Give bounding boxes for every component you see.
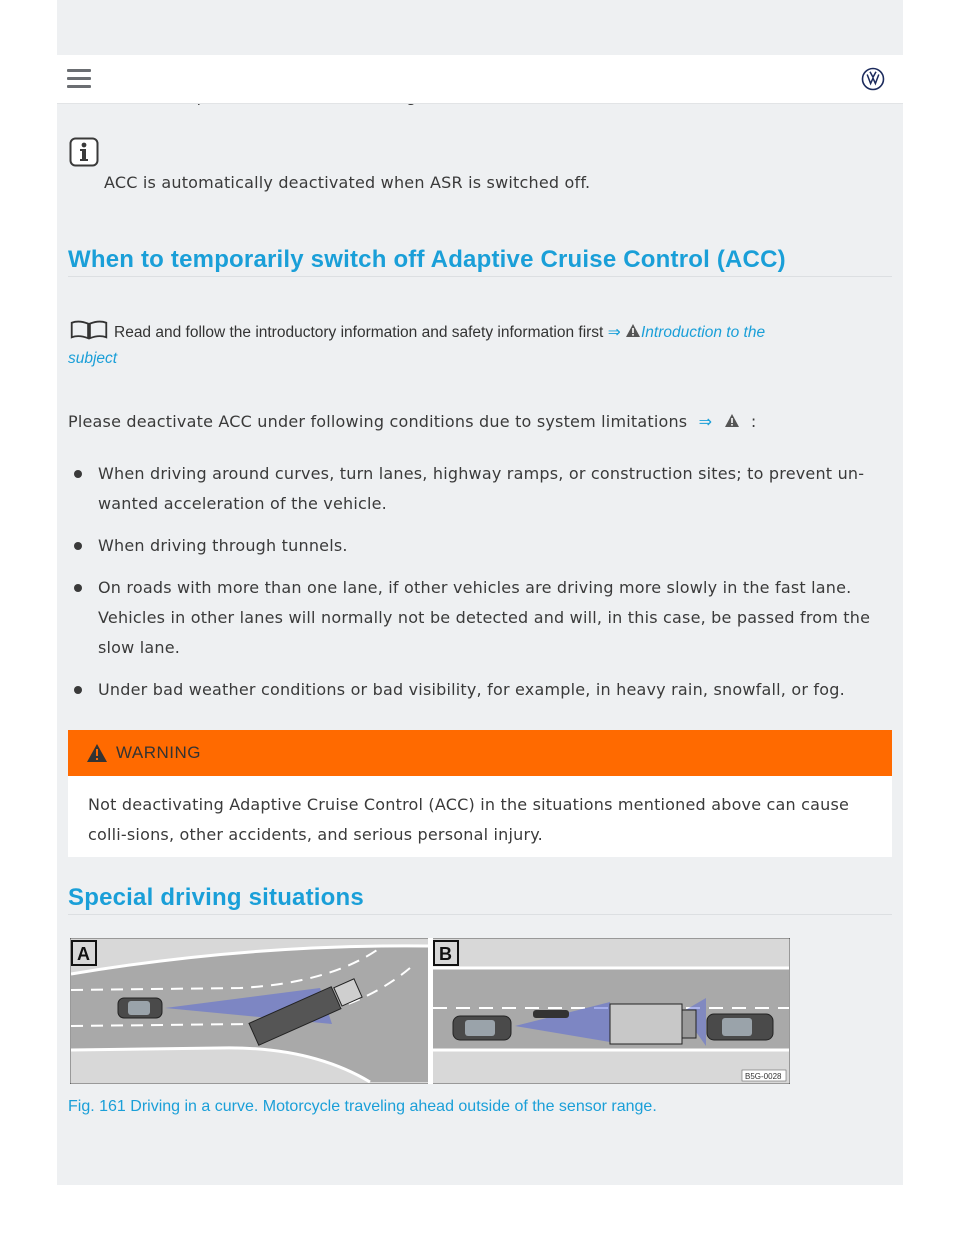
- link-arrow: ⇒: [607, 324, 621, 341]
- warning-triangle-icon[interactable]: [724, 413, 740, 428]
- warning-triangle-icon: [625, 323, 641, 338]
- list-item: Under bad weather conditions or bad visibility, for example, in heavy rain, snowfall, or fog.: [68, 675, 878, 705]
- read-first-notice: [68, 320, 888, 372]
- warning-text: Not deactivating Adaptive Cruise Control (ACC) in the situations mentioned above can cause colli-sions, other accidents, and serious personal injury.: [88, 795, 850, 844]
- figure-label-b: B: [439, 944, 452, 964]
- read-first-text: Read and follow the introductory information and safety information first: [114, 324, 604, 341]
- top-bar: [57, 55, 903, 104]
- section-divider: [68, 914, 892, 915]
- menu-icon[interactable]: [67, 69, 91, 89]
- list-item: On roads with more than one lane, if other vehicles are driving more slowly in the fast lane. Vehicles in other lanes will normally not be detected and will, in this case, be passed from the slow lane.: [68, 573, 878, 663]
- vw-logo-icon[interactable]: [861, 67, 885, 91]
- conditions-list: [68, 459, 878, 717]
- list-item: When driving around curves, turn lanes, highway ramps, or construction sites; to prevent un-wanted acceleration of the vehicle.: [68, 459, 878, 519]
- deactivate-intro: Please deactivate ACC under following conditions due to system limitations ⇒ :: [68, 412, 757, 431]
- warning-box: [68, 730, 892, 857]
- introduction-link[interactable]: Introduction to the subject: [68, 324, 766, 367]
- figure-panel-b: [433, 939, 789, 1083]
- driving-situations-figure: [70, 938, 790, 1084]
- info-note: ACC is automatically deactivated when ASR is switched off.: [104, 173, 591, 192]
- figure-label-a: A: [77, 944, 90, 964]
- book-icon: [68, 320, 110, 340]
- warning-title: WARNING: [116, 743, 202, 762]
- list-item: When driving through tunnels.: [68, 531, 878, 561]
- warning-icon: [86, 743, 108, 763]
- link-arrow[interactable]: ⇒: [698, 412, 713, 431]
- info-icon: [69, 137, 99, 167]
- figure-panel-a: [71, 939, 428, 1083]
- figure-code: B5G-0028: [745, 1072, 782, 1081]
- warning-header: [68, 730, 892, 776]
- figure-caption: Fig. 161 Driving in a curve. Motorcycle traveling ahead outside of the sensor range.: [68, 1098, 657, 1115]
- section-divider: [68, 276, 892, 277]
- section-title-special: Special driving situations: [68, 884, 364, 911]
- section-title-switch-off: When to temporarily switch off Adaptive Cruise Control (ACC): [68, 246, 786, 273]
